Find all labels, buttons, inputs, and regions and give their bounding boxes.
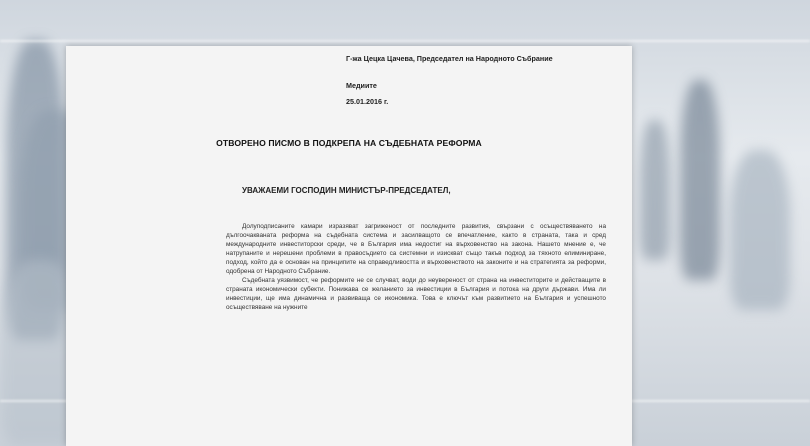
background-figure (640, 120, 670, 260)
salutation: УВАЖАЕМИ ГОСПОДИН МИНИСТЪР-ПРЕДСЕДАТЕЛ, (242, 186, 451, 195)
background-figure (680, 80, 720, 280)
background-streak (0, 40, 810, 42)
paragraph-2: Съдебната уязвимост, че реформите не се случват, води до неувереност от страна на инвеститорите и действащите в страната икономически субекти. Понижава се желанието за инвестиции в България и потока на други държави. Има ли инвестиции, ще има динамична и развиваща се икономика. Това е ключът към развитието на България и успешното осъществяване на нужните (226, 277, 606, 311)
background-figure (730, 150, 790, 310)
letter-title: ОТВОРЕНО ПИСМО В ПОДКРЕПА НА СЪДЕБНАТА РЕФОРМА (216, 138, 482, 148)
paragraph-1: Долуподписаните камари изразяват загриженост от последните развития, свързани с осъществяването на дългоочакваната реформа на съдебната система и засилващото се впечатление, както в страната, така и сред международните инвеститорски среди, че в България има недостиг на върховенство на закона. Нашето мнение е, че натрупаните и нерешени проблеми в правосъдието са системни и изискват също такъв подход за тяхното елиминиране, подход, който да е основан на принципите на справедливостта и върховенството на законите и на стратегията за реформи, одобрена от Народното Събрание. (226, 223, 606, 275)
media-line: Медиите (346, 81, 377, 90)
recipient-line: Г-жа Цецка Цачева, Председател на Народното Събрание (346, 54, 553, 63)
letter-page (66, 46, 632, 446)
letter-body (226, 222, 606, 312)
date-line: 25.01.2016 г. (346, 97, 389, 106)
